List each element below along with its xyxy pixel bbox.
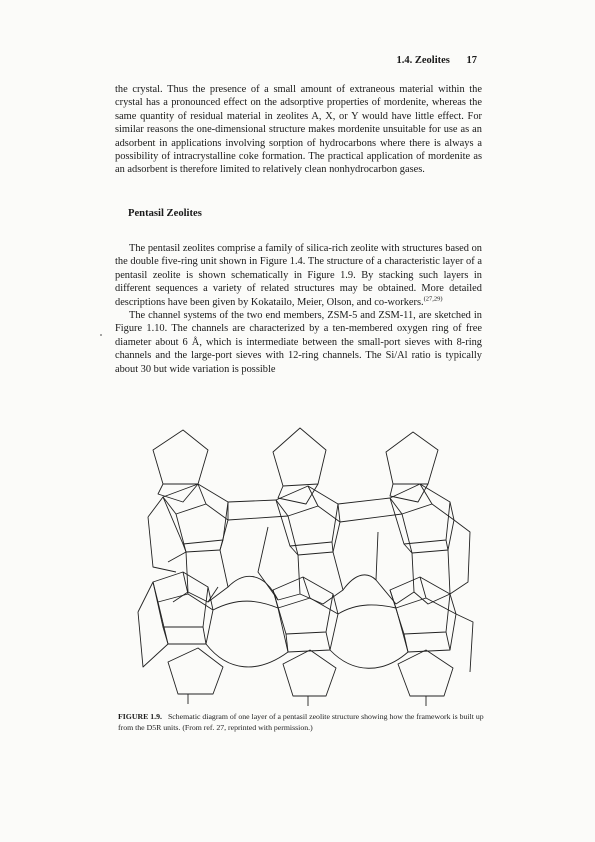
d5r-cluster-lower-middle (273, 577, 338, 652)
top-pentagon-left (153, 430, 208, 502)
body-text-pentasil (115, 242, 482, 376)
d5r-cluster-lower-left (138, 572, 213, 667)
bottom-pentagon-right (398, 650, 453, 706)
page-number: 17 (466, 55, 477, 66)
ring-middle-left (208, 576, 278, 602)
ring-lower-left (206, 601, 288, 667)
pentasil-layer-diagram (128, 422, 478, 708)
d5r-cluster-right (338, 484, 470, 604)
paragraph (115, 242, 482, 309)
paragraph: The channel systems of the two end members, ZSM-5 and ZSM-11, are sketched in Figure 1.10. The channels are characterized by a ten-membered oxygen ring of free diameter about 6 Å, which is intermediate between the small-port sieves with 8-ring channels and the large-port sieves with 12-ring channels. The Si/Al ratio is typically about 30 but wide variation is possible (115, 310, 482, 375)
header-section: 1.4. Zeolites (396, 55, 450, 66)
paragraph: the crystal. Thus the presence of a small amount of extraneous material within the crystal has a pronounced effect on the adsorptive properties of mordenite, whereas the same quantity of residual material in zeolites A, X, or Y would have little effect. For similar reasons the one-dimensional structure makes mordenite unsuitable for use as an adsorbent in applications involving sorption of hydrocarbons where there is always a possibility of intracrystalline coke formation. The practical application of mordenite as an adsorbent is therefore limited to relatively clean nonhydrocarbon gases. (115, 84, 482, 176)
figure-caption (118, 712, 493, 733)
d5r-cluster-left (148, 484, 228, 602)
scan-speck (100, 334, 102, 336)
body-text-top (115, 83, 482, 177)
d5r-cluster-middle (228, 486, 343, 604)
d5r-cluster-lower-right (390, 577, 473, 672)
section-heading: Pentasil Zeolites (128, 208, 202, 219)
caption-text: Schematic diagram of one layer of a pentasil zeolite structure showing how the framework is built up from the D5R units. (From ref. 27, reprinted with permission.) (118, 712, 484, 732)
bottom-pentagon-middle (283, 650, 336, 706)
paragraph-text: The pentasil zeolites comprise a family of silica-rich zeolite with structures based on the double five-ring unit shown in Figure 1.4. The structure of a characteristic layer of a pentasil zeolite is shown schematically in Figure 1.9. By stacking such layers in different sequences a variety of related structures may be obtained. More detailed descriptions have been given by Kokatailo, Meier, Olson, and co-workers. (115, 243, 482, 308)
top-pentagon-middle (273, 428, 326, 504)
ring-lower-right (330, 605, 408, 668)
running-header (397, 55, 478, 66)
citation-ref: (27,29) (423, 295, 443, 303)
bottom-pentagon-left (168, 648, 223, 704)
ring-middle-right (343, 575, 376, 590)
top-pentagon-right (386, 432, 438, 502)
figure-label: FIGURE 1.9. (118, 712, 162, 721)
